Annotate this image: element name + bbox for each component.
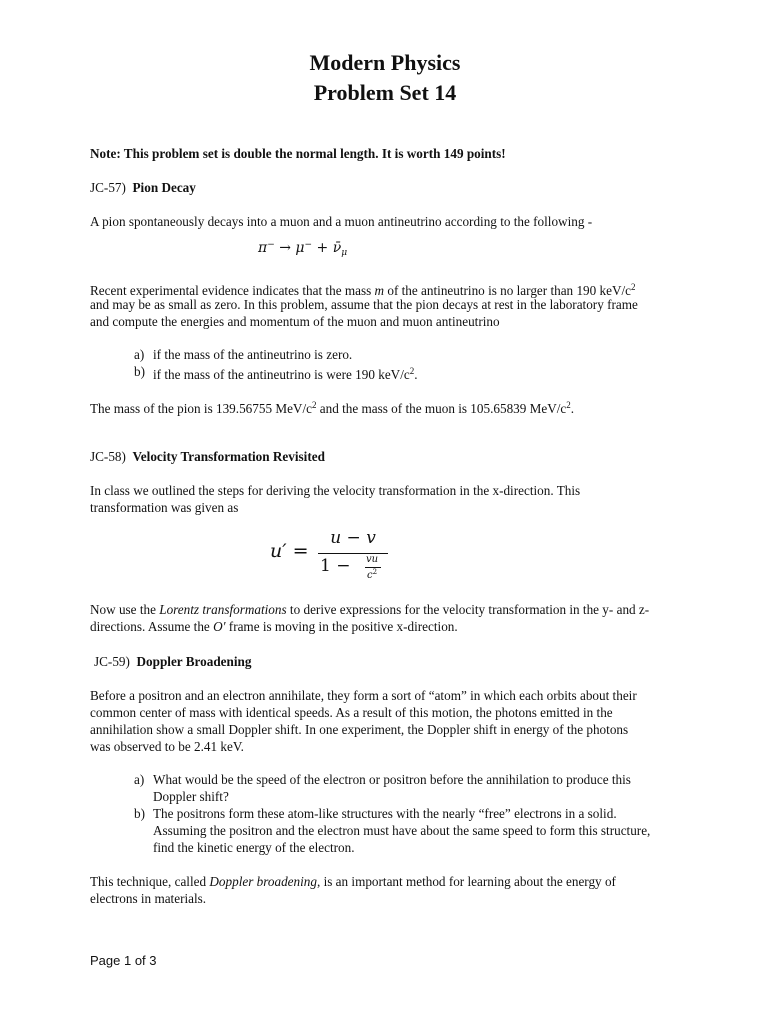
paragraph-line: electrons in materials. — [90, 891, 207, 906]
paragraph-line: This technique, called Doppler broadening, is an important method for learning about the energy of — [90, 874, 616, 889]
document-subtitle: Problem Set 14 — [313, 80, 457, 105]
problem-id: JC-57) — [90, 180, 126, 195]
problem-title: Doppler Broadening — [136, 654, 252, 669]
list-item: b) The positrons form these atom-like structures with the nearly “free” electrons in a solid. Assuming the positron and the electron must have about the same speed to form this structure, find the kinetic energy of the electron. — [134, 806, 651, 855]
paragraph-line: and may be as small as zero. In this problem, assume that the pion decays at rest in the laboratory frame — [90, 297, 638, 312]
paragraph-line: directions. Assume the O′ frame is moving in the positive x-direction. — [90, 619, 458, 634]
problem-title: Pion Decay — [132, 180, 196, 195]
paragraph-line: Now use the Lorentz transformations to derive expressions for the velocity transformation in the y- and z- — [90, 602, 650, 617]
paragraph-line: was observed to be 2.41 keV. — [90, 739, 244, 754]
problem-title: Velocity Transformation Revisited — [132, 449, 325, 464]
note: Note: This problem set is double the normal length. It is worth 149 points! — [90, 146, 506, 161]
problem-id: JC-59) — [94, 654, 130, 669]
paragraph-line: common center of mass with identical speeds. As a result of this motion, the photons emitted in the — [90, 705, 613, 720]
decay-equation: $\pi^- \to \mu^- + \nū_\mu$ — [258, 240, 348, 258]
velocity-equation: u′ = u − v 1 − vu $c^2$ — [270, 528, 400, 584]
paragraph-line: Recent experimental evidence indicates that the mass m of the antineutrino is no larger than 190 keV/$c^2$ — [90, 282, 636, 298]
list-item: b) if the mass of the antineutrino is were 190 keV/$c^2$. — [134, 364, 418, 382]
paragraph-line: annihilation show a small Doppler shift. In one experiment, the Doppler shift in energy of the photons — [90, 722, 629, 737]
paragraph-line: In class we outlined the steps for deriving the velocity transformation in the x-direction. This — [90, 483, 581, 498]
problem-heading — [90, 179, 680, 196]
paragraph-line: and compute the energies and momentum of the muon and muon antineutrino — [90, 314, 500, 329]
document-title: Modern Physics — [309, 50, 461, 75]
paragraph-line: Before a positron and an electron annihilate, they form a sort of “atom” in which each orbits about their — [90, 688, 637, 703]
problem-heading — [94, 653, 684, 670]
paragraph-line: transformation was given as — [90, 500, 239, 515]
list-item: a) if the mass of the antineutrino is zero. — [134, 347, 353, 362]
list-item: a) What would be the speed of the electron or positron before the annihilation to produce this Doppler shift? — [134, 772, 631, 804]
problem-heading — [90, 448, 680, 465]
sub-question-list — [134, 346, 674, 383]
problem-intro: A pion spontaneously decays into a muon and a muon antineutrino according to the following - — [90, 214, 593, 229]
problem-id: JC-58) — [90, 449, 126, 464]
sub-question-list — [134, 771, 674, 856]
page-number: Page 1 of 3 — [90, 953, 157, 968]
mass-statement: The mass of the pion is 139.56755 MeV/$c^2$ and the mass of the muon is 105.65839 MeV/$c^2$. — [90, 400, 575, 416]
